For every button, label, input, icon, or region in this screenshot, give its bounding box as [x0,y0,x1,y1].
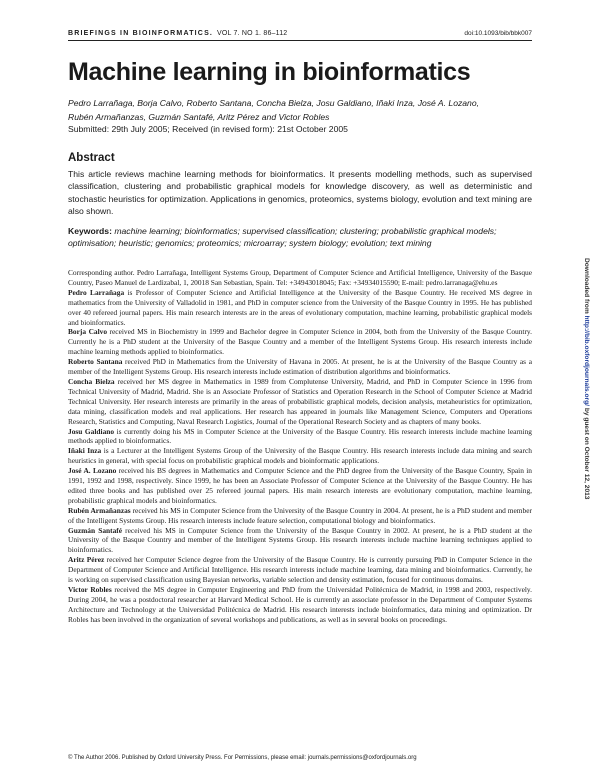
header-divider [68,40,532,41]
submission-dates: Submitted: 29th July 2005; Received (in revised form): 21st October 2005 [68,124,348,134]
bio-name: José A. Lozano [68,466,117,476]
article-title: Machine learning in bioinformatics [68,58,471,86]
journal-info [68,30,287,37]
bio-paragraph [68,427,532,447]
journal-name: BRIEFINGS IN BIOINFORMATICS. [68,29,214,37]
keywords-text: machine learning; bioinformatics; supervised classification; clustering; probabilistic graphical models; optimisation; heuristic; genomics; proteomics; microarray; system biology; evolution; text mining [68,226,497,249]
bio-paragraph [68,327,532,357]
bio-name: Iñaki Inza [68,446,102,456]
author-notes [68,268,532,625]
bio-name: Concha Bielza [68,376,115,386]
bio-text: received MS in Biochemistry in 1999 and Bachelor degree in Computer Science in 2004, both from the University of the Basque Country. Currently he is a PhD student at the University of the Basque Country and a member of the Intelligent Systems Group. His research interests include machine learning methods applied to bioinformatics. [68,327,532,357]
bio-paragraph [68,288,532,328]
bio-paragraph [68,526,532,556]
bio-paragraph [68,555,532,585]
abstract-text: This article reviews machine learning methods for bioinformatics. It presents modelling methods, such as supervised classification, clustering and probabilistic graphical models for knowledge discovery, as well as deterministic and stochastic heuristics for optimization. Applications in genomics, proteomics, systems biology, evolution and text mining are also shown. [68,169,532,217]
bio-text: is Professor of Computer Science and Artificial Intelligence at the University of the Basque Country. He received MS degree in mathematics from the University of Valladolid in 1981, and PhD in computer science from the University of the Basque Country in 1995. He has published over 40 refereed journal papers. His main research interests are in the areas of evolutionary computation, machine learning, probabilistic graphical models and bioinformatics. [68,287,533,327]
authors-line-2: Rubén Armañanzas, Guzmán Santafé, Aritz Pérez and Victor Robles [68,112,330,122]
bio-text: received her MS degree in Mathematics in 1989 from Complutense University, Madrid, and PhD in Computer Science in 1996 from Technical University of Madrid, Madrid. She is an Associate Professor of Statistics and Operation Research in the School of Computer Science at Madrid Technical University. Her research interests are primarily in the areas of probabilistic graphical models, decision analysis, metaheuristics for optimization, data mining, classification models and real applications. Her research has appeared in journals like Management Science, Computers and Operations Research, Statistics and Computing, Naval Research Logistics, Journal of the Operational Research Society and as chapters of many books. [68,376,532,426]
bio-text: is currently doing his MS in Computer Science at the University of the Basque Country. His research interests include machine learning methods applied to bioinformatics. [68,426,532,446]
doi: doi:10.1093/bib/bbk007 [464,29,532,37]
author-list [68,96,532,124]
bio-text: received the MS degree in Computer Engineering and PhD from the Universidad Politécnica de Madrid, in 1998 and 2003, respectively. During 2004, he was a postdoctoral researcher at Harvard Medical School. He is currently an associate professor in the Department of Computer Systems Architecture and Technology at the Universidad Politécnica de Madrid. His research interests include bioinformatics, data mining and optimization. Dr Robles has been involved in the organization of several workshops and publications, as well as in several books on proceedings. [68,585,532,624]
download-suffix: by guest on October 12, 2013 [583,406,590,500]
running-header [68,27,532,39]
bio-paragraph [68,357,532,377]
bio-paragraph [68,377,532,427]
journal-volume: VOL 7. NO 1. 86–112 [217,29,288,37]
bio-name: Aritz Pérez [68,555,105,565]
download-link[interactable]: http://bib.oxfordjournals.org/ [583,315,590,406]
authors-line-1: Pedro Larrañaga, Borja Calvo, Roberto Santana, Concha Bielza, Josu Galdiano, Iñaki Inza, José A. Lozano, [68,98,479,108]
bio-paragraph [68,506,532,526]
copyright-footer: © The Author 2006. Published by Oxford University Press. For Permissions, please email: journals.permissions@oxfordjournals.org [68,755,417,761]
bio-text: received his MS in Computer Science from the University of the Basque Country in 2004. At present, he is a PhD student and member of the Intelligent Systems Group. His research interests include feature selection, computational biology and bioinformatics. [68,505,532,525]
bio-text: is a Lecturer at the Intelligent Systems Group of the University of the Basque Country. His research interests include data mining and search heuristics in general, with special focus on probabilistic graphical models and bioinformatic applications. [68,446,533,466]
bio-text: received his BS degrees in Mathematics and Computer Science and the PhD degree from the University of the Basque Country, Spain in 1991, 1992 and 1998, respectively. Since 1999, he has been an Associate Professor of Computer Science at the University of the Basque Country. He has edited three books and has published over 25 refereed journal papers. His main research interests are evolutionary computation, machine learning, probabilistic graphical models and bioinformatics. [68,466,532,505]
bio-text: received PhD in Mathematics from the University of Havana in 2005. At present, he is at the University of the Basque Country as a member of the Intelligent Systems Group. His research interests include estimation of distribution algorithms and bioinformatics. [68,357,532,377]
corresponding-author: Corresponding author. Pedro Larrañaga, Intelligent Systems Group, Department of Computer Science and Artificial Intelligence, University of the Basque Country, Paseo Manuel de Lardizabal, 1, 20018 San Sebastian, Spain. Tel: +34943018045; Fax: +34934015590; E-mail: pedro.larranaga@ehu.es [68,268,532,287]
bio-name: Pedro Larrañaga [68,287,125,297]
bio-text: received her Computer Science degree from the University of the Basque Country. He is currently pursuing PhD in Computer Science in the Department of Computer Science and Artificial Intelligence. His research interests include machine learning, data mining and bioinformatics. Currently, he is working on supervised classification using Bayesian networks, variable selection and density estimation, focused for continuous domains. [68,555,532,585]
bio-text: received his MS in Computer Science from the University of the Basque Country in 2002. At present, he is a PhD student at the University of the Basque Country and member of the Intelligent Systems Group. His research interests include machine learning techniques applied to bioinformatics. [68,525,532,555]
bio-name: Roberto Santana [68,357,123,367]
bio-paragraph [68,585,532,625]
bio-name: Guzmán Santafé [68,525,123,535]
bio-name: Victor Robles [68,585,112,594]
keywords [68,225,532,250]
bio-name: Josu Galdiano [68,426,115,436]
bio-paragraph [68,446,532,466]
bio-paragraph [68,466,532,506]
keywords-label: Keywords: [68,226,112,236]
abstract-heading: Abstract [68,152,115,164]
download-stamp [583,258,597,558]
download-prefix: Downloaded from [583,258,590,316]
bio-name: Borja Calvo [68,327,108,337]
download-stamp-text [583,258,590,499]
bio-name: Rubén Armañanzas [68,505,131,515]
